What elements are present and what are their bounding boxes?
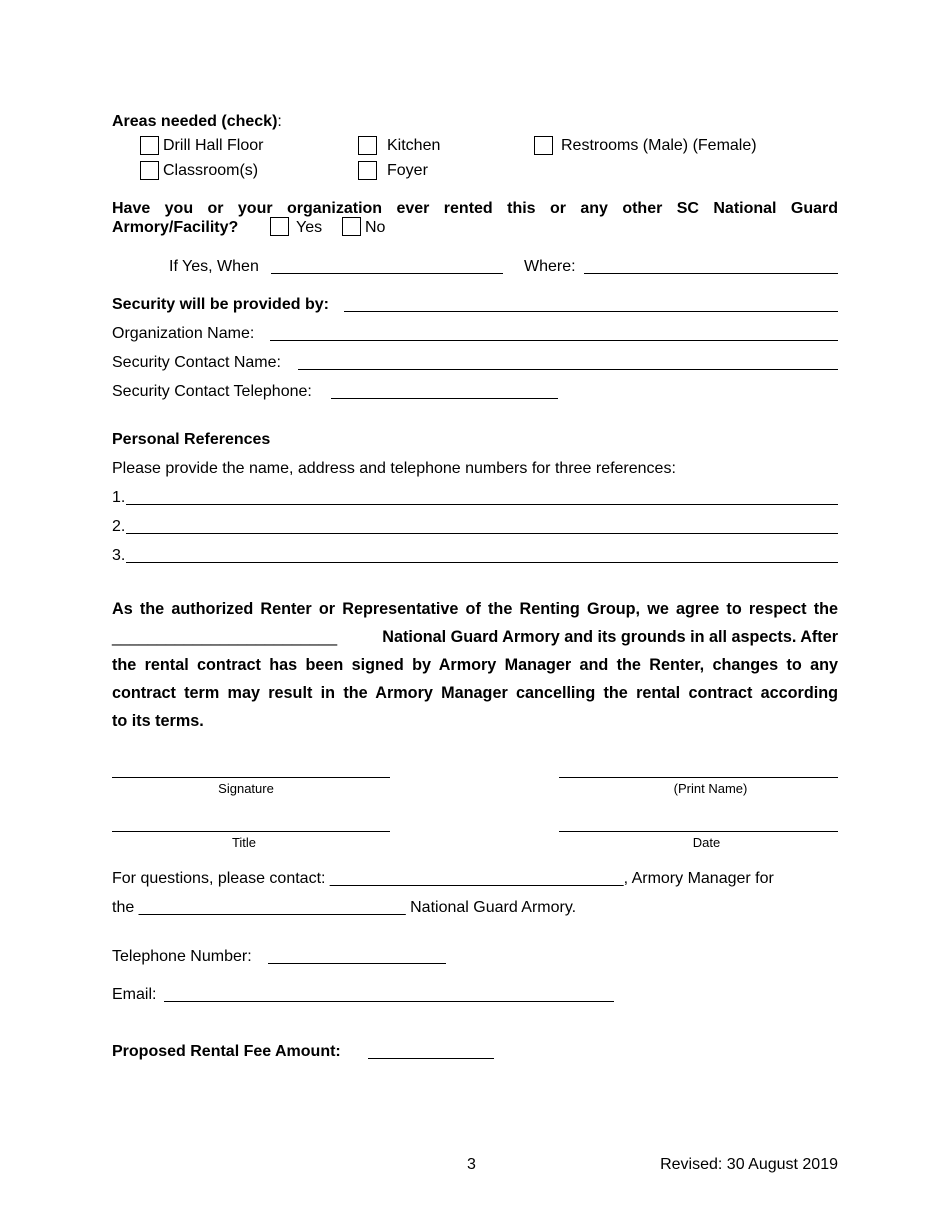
email-label: Email: [112,986,157,1003]
contact-line-1: For questions, please contact: _________________________________, Armory Manager for [112,870,774,887]
print-name-line[interactable] [559,777,838,778]
if-yes-when-label: If Yes, When [169,258,259,275]
prior-rental-no-checkbox[interactable] [342,217,361,236]
telephone-number-label: Telephone Number: [112,948,252,965]
email-field[interactable] [164,1001,614,1002]
foyer-label: Foyer [387,162,428,179]
signature-line[interactable] [112,777,390,778]
kitchen-label: Kitchen [387,137,441,154]
personal-references-heading: Personal References [112,431,271,448]
organization-name-field[interactable] [270,340,838,341]
security-provided-by-field[interactable] [344,311,838,312]
proposed-rental-fee-field[interactable] [368,1058,494,1059]
page-number: 3 [467,1156,476,1173]
security-contact-name-label: Security Contact Name: [112,354,281,371]
security-contact-telephone-label: Security Contact Telephone: [112,383,312,400]
prior-rental-no-label: No [365,219,386,236]
security-provided-by-label: Security will be provided by: [112,296,329,313]
signature-caption: Signature [218,781,274,796]
armory-name-blank[interactable]: _________________________ [112,628,338,646]
agreement-line-3: the rental contract has been signed by Armory Manager and the Renter, changes to any [112,656,838,674]
prior-rental-question-cont: Armory/Facility? [112,219,239,236]
reference-number-1: 1. [112,489,126,506]
drill-hall-label: Drill Hall Floor [163,137,264,154]
agreement-line-2: _________________________ National Guard Armory and its grounds in all aspects. After [112,628,838,646]
agreement-line-5: to its terms. [112,712,204,730]
prior-rental-question: Have you or your organization ever rented this or any other SC National Guard [112,200,838,217]
reference-number-2: 2. [112,518,126,535]
restrooms-checkbox[interactable] [534,136,553,155]
classrooms-checkbox[interactable] [140,161,159,180]
drill-hall-checkbox[interactable] [140,136,159,155]
agreement-line-4: contract term may result in the Armory Manager cancelling the rental contract according [112,684,838,702]
foyer-checkbox[interactable] [358,161,377,180]
contact-line-2: the ______________________________ National Guard Armory. [112,899,577,916]
reference-2-field[interactable] [126,533,838,534]
reference-3-field[interactable] [126,562,838,563]
prior-rental-yes-checkbox[interactable] [270,217,289,236]
classrooms-label: Classroom(s) [163,162,259,179]
where-field[interactable] [584,273,838,274]
areas-heading: Areas needed (check): [112,113,282,130]
title-line[interactable] [112,831,390,832]
revised-date: Revised: 30 August 2019 [660,1156,838,1173]
armory-location-blank[interactable]: ______________________________ [138,899,406,916]
proposed-rental-fee-label: Proposed Rental Fee Amount: [112,1043,341,1060]
armory-manager-blank[interactable]: _________________________________ [329,870,624,887]
reference-number-3: 3. [112,547,126,564]
security-contact-telephone-field[interactable] [331,398,558,399]
security-contact-name-field[interactable] [298,369,838,370]
kitchen-checkbox[interactable] [358,136,377,155]
print-name-caption: (Print Name) [673,781,748,796]
if-yes-when-field[interactable] [271,273,503,274]
date-line[interactable] [559,831,838,832]
where-label: Where: [524,258,576,275]
organization-name-label: Organization Name: [112,325,255,342]
restrooms-label: Restrooms (Male) (Female) [561,137,757,154]
title-caption: Title [231,835,257,850]
telephone-number-field[interactable] [268,963,446,964]
reference-1-field[interactable] [126,504,838,505]
prior-rental-yes-label: Yes [296,219,323,236]
agreement-line-1: As the authorized Renter or Representative of the Renting Group, we agree to respect the [112,600,838,618]
date-caption: Date [692,835,721,850]
references-instructions: Please provide the name, address and telephone numbers for three references: [112,460,676,477]
